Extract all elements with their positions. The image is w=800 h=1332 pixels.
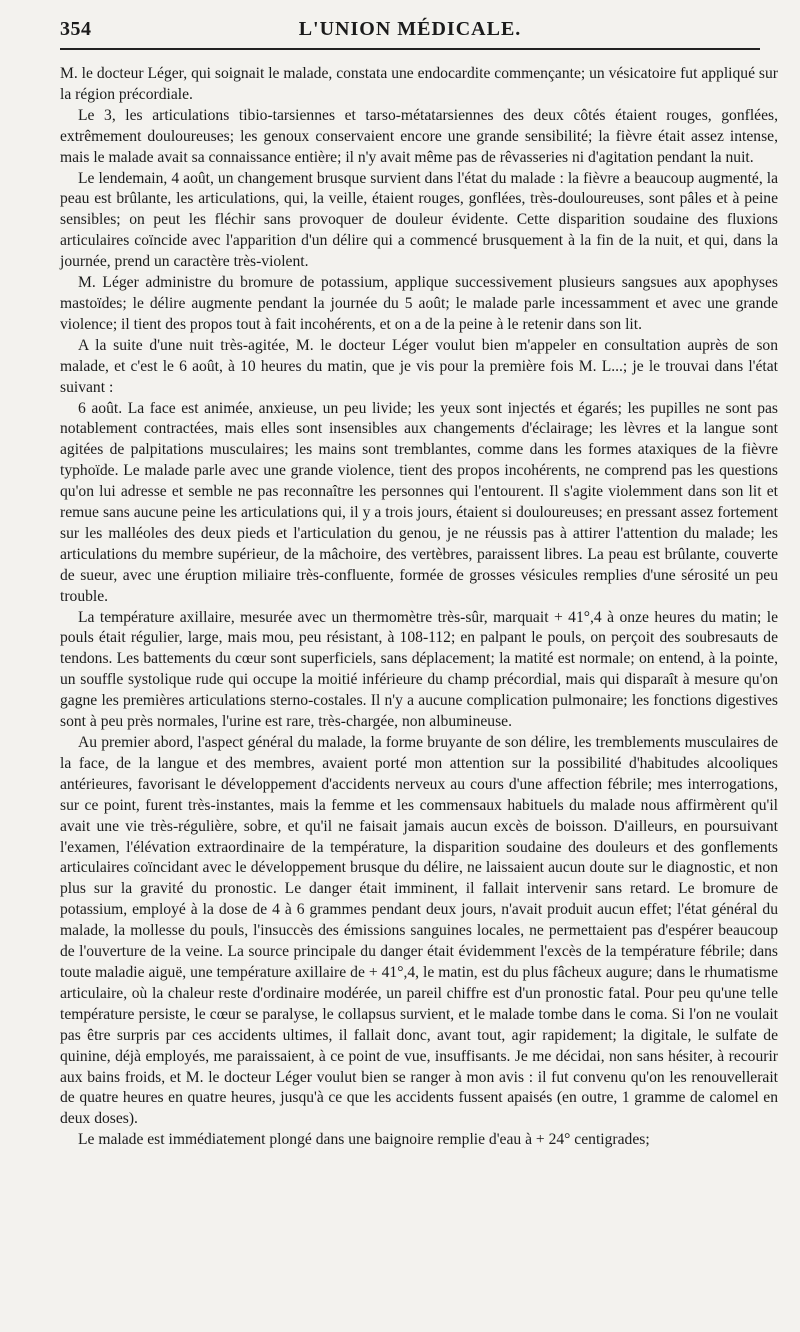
paragraph: La température axillaire, mesurée avec un thermomètre très-sûr, marquait + 41°,4 à onze heures du matin; le pouls était régulier, large, mais mou, peu résistant, à 108-112; en palpant le pouls, on perçoit des soubresauts de tendons. Les battements du cœur sont superficiels, sans déplacement; la matité est normale; on entend, à la pointe, un souffle systolique rude qui occupe la moitié inférieure du champ précordial, mais qui disparaît à mesure qu'on gagne les premières articulations sterno-costales. Il n'y a aucune complication pulmonaire; les fonctions digestives sont à peu près normales, l'urine est rare, très-chargée, non albumineuse. [60,608,778,731]
paragraph: 6 août. La face est animée, anxieuse, un peu livide; les yeux sont injectés et égarés; les pupilles ne sont pas notablement contractées, mais elles sont insensibles aux changements d'éclairage; les lèvres et la langue sont agitées de palpitations musculaires; les mains sont tremblantes, comme dans les formes ataxiques de la fièvre typhoïde. Le malade parle avec une grande violence, tient des propos incohérents, ne comprend pas les questions qu'on lui adresse et semble ne pas reconnaître les personnes qui l'entourent. Il s'agite violemment dans son lit et remue sans aucune peine les articulations qui, il y a trois jours, étaient si douloureuses; en pressant assez fortement sur les malléoles des deux pieds et l'articulation du genou, je ne réussis pas à attirer l'attention du malade; les articulations du membre supérieur, de la mâchoire, des vertèbres, paraissent libres. La peau est brûlante, couverte de sueur, avec une éruption miliaire très-confluente, formée de grosses vésicules remplies d'une sérosité un peu trouble. [60,399,778,605]
paragraph: Le lendemain, 4 août, un changement brusque survient dans l'état du malade : la fièvre a beaucoup augmenté, la peau est brûlante, les articulations, qui, la veille, étaient rouges, gonflées, très-douloureuses, sont pâles et à peine sensibles; on peut les fléchir sans provoquer de douleur évidente. Cette disparition soudaine des fluxions articulaires coïncide avec l'apparition d'un délire qui a commencé brusquement à la fin de la nuit, et qui, dans la journée, prend un caractère très-violent. [60,169,778,271]
paragraph: M. Léger administre du bromure de potassium, applique successivement plusieurs sangsues aux apophyses mastoïdes; le délire augmente pendant la journée du 5 août; le malade parle incessamment et avec une grande violence; il tient des propos tout à fait incohérents, et on a de la peine à le retenir dans son lit. [60,274,778,333]
paragraph: Le 3, les articulations tibio-tarsiennes et tarso-métatarsiennes des deux côtés étaient rouges, gonflées, extrêmement douloureuses; les genoux conservaient encore une grande sensibilité; la fièvre était assez intense, mais le malade avait sa connaissance entière; il n'y avait même pas de rêvasseries ni d'agitation pendant la nuit. [60,106,778,166]
paragraph: A la suite d'une nuit très-agitée, M. le docteur Léger voulut bien m'appeler en consultation auprès de son malade, et c'est le 6 août, à 10 heures du matin, que je vis pour la première fois M. L...; je le trouvai dans l'état suivant : [60,336,778,396]
article-body [60,64,778,1151]
journal-title: L'UNION MÉDICALE. [298,18,522,40]
page-number: 354 [60,18,92,40]
page-header [60,18,760,50]
paragraph: M. le docteur Léger, qui soignait le malade, constata une endocardite commençante; un vésicatoire fut appliqué sur la région précordiale. [60,65,778,103]
paragraph: Au premier abord, l'aspect général du malade, la forme bruyante de son délire, les tremblements musculaires de la face, de la langue et des membres, avaient porté mon attention sur la possibilité d'habitudes alcooliques antérieures, favorisant le développement d'accidents nerveux au cours d'une affection fébrile; mes interrogations, sur ce point, furent très-instantes, mais la femme et les commensaux habituels du malade nous affirmèrent qu'il avait une vie très-régulière, sobre, et qu'il ne faisait jamais aucun excès de boisson. D'ailleurs, en poursuivant l'examen, l'élévation extraordinaire de la température, la disparition soudaine des douleurs et des gonflements articulaires coïncidant avec le développement brusque du délire, ne laissaient aucun doute sur le diagnostic, et non plus sur la gravité du pronostic. Le danger était imminent, il fallait intervenir sans retard. Le bromure de potassium, employé à la dose de 4 à 6 grammes pendant deux jours, n'avait produit aucun effet; l'état général du malade, la mollesse du pouls, l'insuccès des émissions sanguines locales, ne permettaient pas d'espérer beaucoup de l'ouverture de la veine. La source principale du danger était évidemment l'excès de la température fébrile; dans toute maladie aiguë, une température axillaire de + 41°,4, le matin, est du plus fâcheux augure; dans le rhumatisme articulaire, où la chaleur reste d'ordinaire modérée, un pareil chiffre est d'un pronostic fatal. Pour peu qu'une telle température persiste, le cœur se paralyse, le collapsus survient, et le malade tombe dans le coma. Si l'on ne voulait pas être surpris par ces accidents ultimes, il fallait donc, avant tout, agir rapidement; la digitale, le sulfate de quinine, déjà employés, me paraissaient, à ce point de vue, insuffisants. Je me décidai, non sans hésiter, à recourir aux bains froids, et M. le docteur Léger voulut bien se ranger à mon avis : il fut convenu qu'on les renouvellerait de quatre heures en quatre heures, jusqu'à ce que les accidents fussent apaisés (en outre, 1 gramme de calomel en deux doses). [60,734,778,1128]
paragraph: Le malade est immédiatement plongé dans une baignoire remplie d'eau à + 24° centigrades; [78,1131,650,1149]
